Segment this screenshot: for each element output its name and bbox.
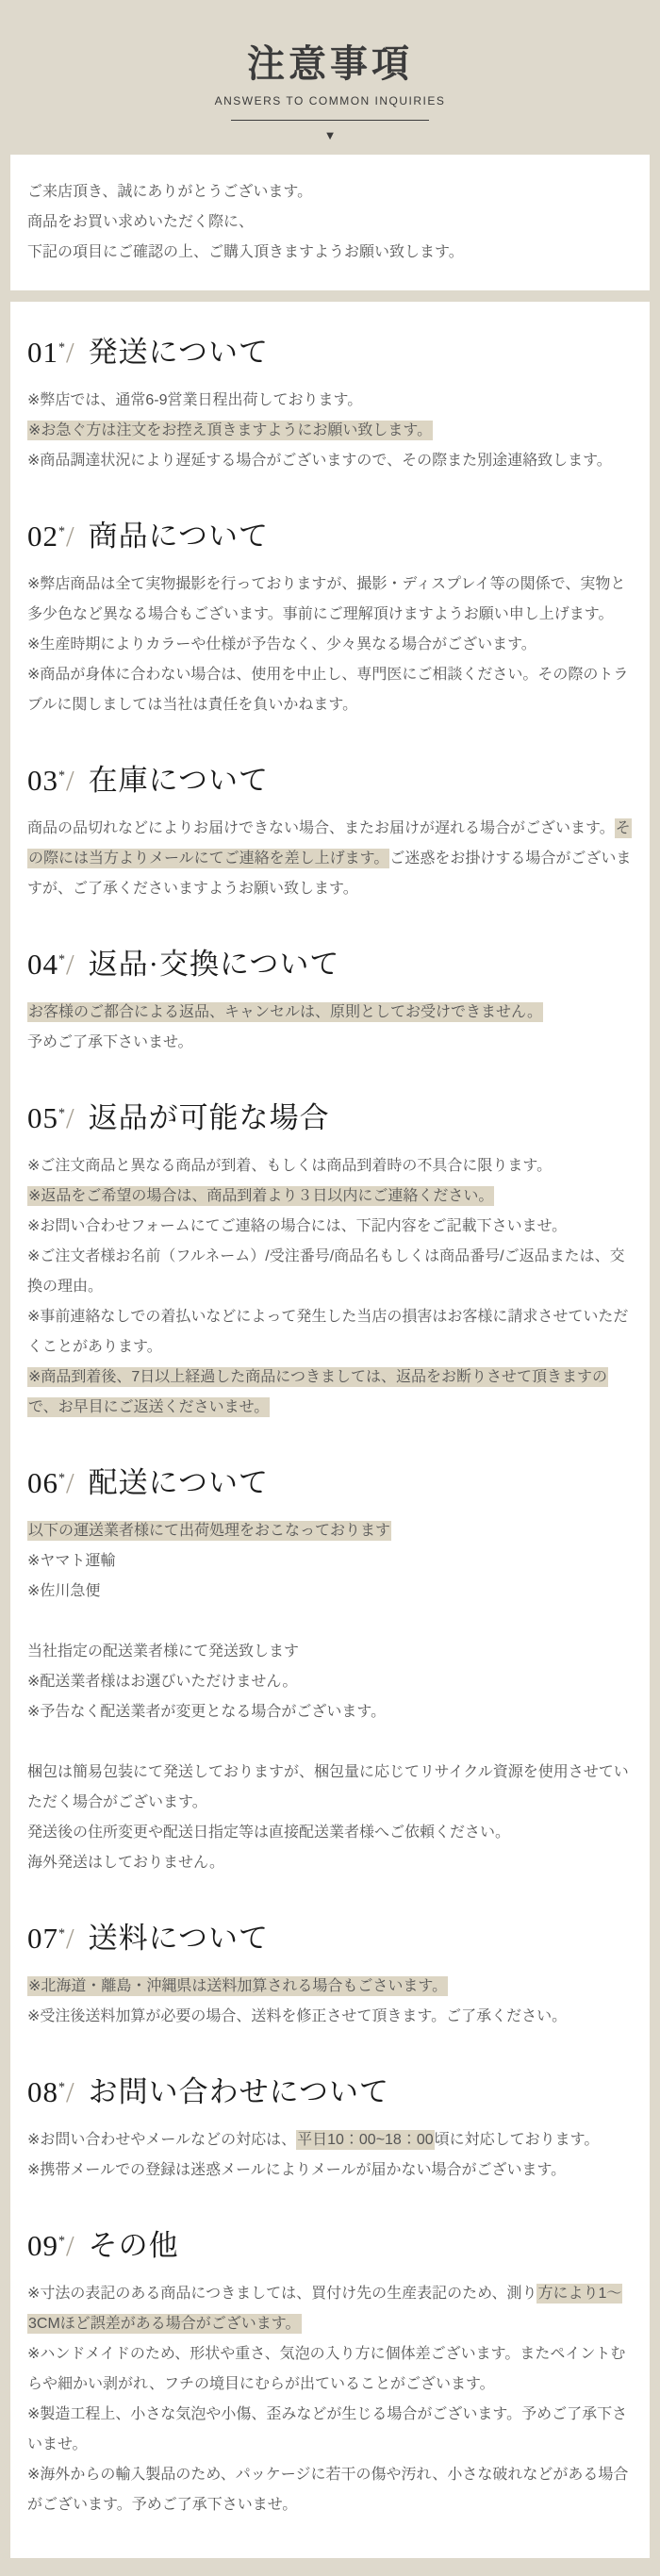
slash-mark: /	[66, 2229, 75, 2262]
section-title: 送料について	[88, 1922, 270, 1955]
section-heading-01	[27, 328, 633, 371]
section-title: その他	[88, 2229, 179, 2262]
text-segment: 発送後の住所変更や配送日指定等は直接配送業者様へご依頼ください。	[27, 1825, 511, 1841]
section-paragraph	[27, 2400, 633, 2460]
section-number: 03	[27, 764, 58, 797]
section-paragraph	[27, 446, 633, 476]
section-paragraph	[27, 1637, 633, 1667]
slash-mark: /	[66, 1101, 75, 1134]
section-title: 返品·交換について	[88, 948, 340, 981]
page-subtitle: ANSWERS TO COMMON INQUIRIES	[214, 94, 446, 107]
section-number: 07	[27, 1922, 58, 1955]
section-number: 08	[27, 2075, 58, 2108]
highlighted-text: ※商品到着後、7日以上経過した商品につきましては、返品をお断りさせて頂きますので、お早目にご返送くださいませ。	[28, 1369, 607, 1415]
page-header	[0, 0, 660, 141]
text-segment: ※事前連絡なしでの着払いなどによって発生した当店の損害はお客様に請求させていただくことがあります。	[27, 1309, 629, 1355]
slash-mark: /	[66, 764, 75, 797]
highlighted-text: 方により1～3CMほど誤差がある場合がございます。	[28, 2286, 622, 2332]
section-paragraph	[27, 1818, 633, 1848]
paragraph-spacer	[27, 1607, 633, 1637]
asterisk-mark: *	[58, 768, 66, 784]
text-segment: 予めご了承下さいませ。	[27, 1034, 193, 1050]
highlighted-text: ※返品をご希望の場合は、商品到着より３日以内にご連絡ください。	[28, 1188, 494, 1204]
text-segment: ※寸法の表記のある商品につきましては、買付け先の生産表記のため、測り	[27, 2286, 537, 2302]
down-triangle-icon: ▼	[323, 128, 337, 142]
text-segment: ※生産時期によりカラーや仕様が予告なく、少々異なる場合がございます。	[27, 636, 536, 652]
slash-mark: /	[66, 2075, 75, 2108]
section-paragraph	[27, 630, 633, 660]
text-segment: ※予告なく配送業者が変更となる場合がございます。	[27, 1704, 387, 1720]
section-heading-09	[27, 2221, 633, 2264]
section-heading-06	[27, 1459, 633, 1501]
text-segment: ※ご注文商品と異なる商品が到着、もしくは商品到着時の不具合に限ります。	[27, 1158, 553, 1174]
text-segment: ※製造工程上、小さな気泡や小傷、歪みなどが生じる場合がございます。予めご了承下さいませ。	[27, 2406, 628, 2452]
asterisk-mark: *	[58, 1471, 66, 1486]
section-paragraph	[27, 1758, 633, 1818]
text-segment: ご迷惑をお掛けする場合がございますが、ご了承くださいますようお願い致します。	[27, 850, 632, 897]
text-segment: 海外発送はしておりません。	[27, 1855, 224, 1871]
text-segment: ※弊店商品は全て実物撮影を行っておりますが、撮影・ディスプレイ等の関係で、実物と多少色など異なる場合もございます。事前にご理解頂けますようお願い申し上げます。	[27, 576, 626, 622]
asterisk-mark: *	[58, 524, 66, 539]
section-paragraph	[27, 2002, 633, 2032]
section-paragraph	[27, 1577, 633, 1607]
section-paragraph	[27, 386, 633, 416]
section-paragraph	[27, 1848, 633, 1878]
text-segment: ※商品調達状況により遅延する場合がございますので、その際また別途連絡致します。	[27, 453, 612, 469]
section-paragraph	[27, 2339, 633, 2400]
section-paragraph	[27, 2125, 633, 2155]
text-segment: ※佐川急便	[27, 1583, 101, 1599]
section-heading-05	[27, 1094, 633, 1136]
text-segment: ※海外からの輸入製品のため、パッケージに若干の傷や汚れ、小さな破れなどがある場合がございます。予めご了承下さいませ。	[27, 2467, 629, 2513]
text-segment: ※弊店では、通常6-9営業日程出荷しております。	[27, 392, 363, 408]
asterisk-mark: *	[58, 952, 66, 967]
section-paragraph	[27, 1151, 633, 1181]
slash-mark: /	[66, 1466, 75, 1499]
slash-mark: /	[66, 948, 75, 981]
section-title: 在庫について	[88, 764, 270, 797]
section-number: 09	[27, 2229, 58, 2262]
section-title: 商品について	[88, 520, 270, 553]
sections-card	[10, 302, 650, 2558]
asterisk-mark: *	[58, 2080, 66, 2095]
section-number: 05	[27, 1101, 58, 1134]
intro-line: 商品をお買い求めいただく際に、	[27, 214, 255, 230]
section-paragraph	[27, 1028, 633, 1058]
section-number: 06	[27, 1466, 58, 1499]
highlighted-text: 平日10：00~18：00	[297, 2132, 434, 2148]
section-title: 配送について	[88, 1466, 270, 1499]
intro-line: ご来店頂き、誠にありがとうございます。	[27, 184, 313, 200]
header-divider	[231, 120, 429, 121]
text-segment: 商品の品切れなどによりお届けできない場合、またお届けが遅れる場合がございます。	[27, 820, 615, 836]
slash-mark: /	[66, 336, 75, 369]
section-paragraph	[27, 1516, 633, 1546]
asterisk-mark: *	[58, 1106, 66, 1121]
section-paragraph	[27, 2279, 633, 2339]
section-title: 発送について	[88, 336, 270, 369]
section-paragraph	[27, 570, 633, 630]
section-paragraph	[27, 660, 633, 720]
text-segment: 梱包は簡易包装にて発送しておりますが、梱包量に応じてリサイクル資源を使用させていただく場合がございます。	[27, 1764, 629, 1810]
section-paragraph	[27, 1697, 633, 1727]
text-segment: ※ご注文者様お名前（フルネーム）/受注番号/商品名もしくは商品番号/ご返品または、交換の理由。	[27, 1248, 625, 1295]
highlighted-text: お客様のご都合による返品、キャンセルは、原則としてお受けできません。	[28, 1004, 542, 1020]
section-paragraph	[27, 1667, 633, 1697]
section-paragraph	[27, 1302, 633, 1362]
text-segment: 当社指定の配送業者様にて発送致します	[27, 1643, 300, 1660]
intro-card	[10, 155, 650, 290]
sections	[27, 328, 633, 2520]
text-segment: ※配送業者様はお選びいただけません。	[27, 1674, 298, 1690]
section-heading-04	[27, 940, 633, 983]
text-segment: 頃に対応しております。	[434, 2132, 600, 2148]
section-number: 02	[27, 520, 58, 553]
intro-line: 下記の項目にご確認の上、ご購入頂きますようお願い致します。	[27, 244, 464, 260]
section-heading-08	[27, 2068, 633, 2110]
section-paragraph	[27, 2460, 633, 2520]
text-segment: ※受注後送料加算が必要の場合、送料を修正させて頂きます。ご了承ください。	[27, 2008, 568, 2024]
section-title: お問い合わせについて	[88, 2075, 390, 2108]
section-number: 01	[27, 336, 58, 369]
text-segment: ※携帯メールでの登録は迷惑メールによりメールが届かない場合がございます。	[27, 2162, 567, 2178]
asterisk-mark: *	[58, 1926, 66, 1941]
section-heading-03	[27, 756, 633, 799]
text-segment: ※ヤマト運輸	[27, 1553, 116, 1569]
paragraph-spacer	[27, 1727, 633, 1758]
section-paragraph	[27, 1362, 633, 1423]
slash-mark: /	[66, 1922, 75, 1955]
section-paragraph	[27, 1181, 633, 1212]
asterisk-mark: *	[58, 340, 66, 355]
text-segment: ※お問い合わせフォームにてご連絡の場合には、下記内容をご記載下さいませ。	[27, 1218, 568, 1234]
section-paragraph	[27, 814, 633, 904]
text-segment: ※お問い合わせやメールなどの対応は、	[27, 2132, 297, 2148]
section-heading-02	[27, 512, 633, 554]
highlighted-text: 以下の運送業者様にて出荷処理をおこなっております	[28, 1523, 391, 1539]
section-paragraph	[27, 998, 633, 1028]
section-paragraph	[27, 1212, 633, 1242]
section-paragraph	[27, 416, 633, 446]
highlighted-text: その際には当方よりメールにてご連絡を差し上げます。	[28, 820, 631, 867]
text-segment: ※商品が身体に合わない場合は、使用を中止し、専門医にご相談ください。その際のトラブルに関しましては当社は責任を負いかねます。	[27, 667, 629, 713]
section-paragraph	[27, 1546, 633, 1577]
highlighted-text: ※北海道・離島・沖縄県は送料加算される場合もごさいます。	[28, 1978, 448, 1994]
section-number: 04	[27, 948, 58, 981]
highlighted-text: ※お急ぐ方は注文をお控え頂きますようにお願い致します。	[28, 422, 433, 438]
section-paragraph	[27, 2155, 633, 2186]
section-paragraph	[27, 1242, 633, 1302]
asterisk-mark: *	[58, 2234, 66, 2249]
section-heading-07	[27, 1914, 633, 1957]
section-title: 返品が可能な場合	[88, 1101, 330, 1134]
slash-mark: /	[66, 520, 75, 553]
section-paragraph	[27, 1972, 633, 2002]
page-title: 注意事項	[247, 43, 413, 85]
text-segment: ※ハンドメイドのため、形状や重さ、気泡の入り方に個体差ございます。またペイントむらや細かい剥がれ、フチの境目にむらが出ていることがございます。	[27, 2346, 626, 2392]
